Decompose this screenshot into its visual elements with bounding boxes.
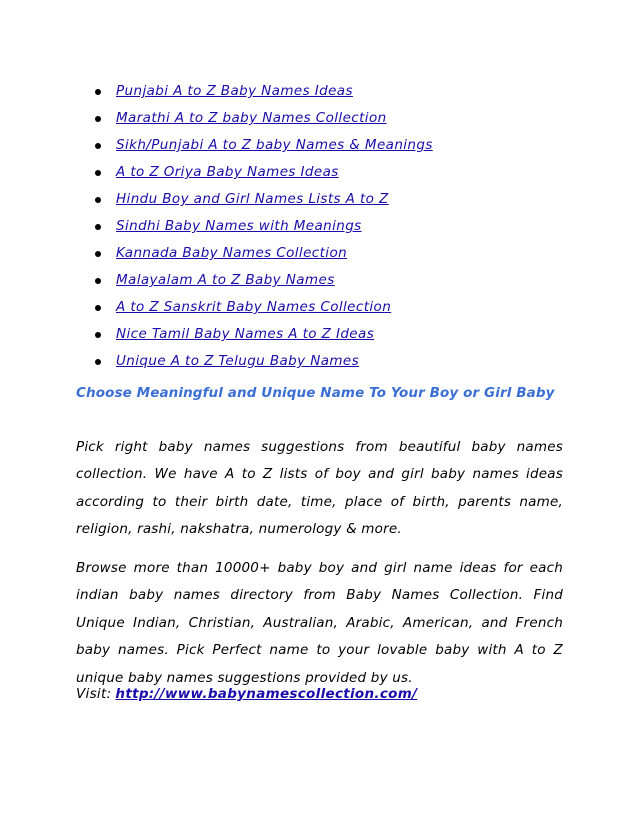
list-item	[93, 294, 573, 321]
list-item	[93, 132, 573, 159]
bullet-icon	[95, 89, 101, 95]
section-heading: Choose Meaningful and Unique Name To Your Boy or Girl Baby	[76, 385, 555, 401]
link-sikh-punjabi-names[interactable]: Sikh/Punjabi A to Z baby Names & Meanings	[116, 137, 433, 153]
list-item	[93, 240, 573, 267]
bullet-icon	[95, 251, 101, 257]
bullet-icon	[95, 359, 101, 365]
list-item	[93, 159, 573, 186]
bullet-icon	[95, 278, 101, 284]
link-punjabi-names[interactable]: Punjabi A to Z Baby Names Ideas	[116, 83, 353, 99]
link-telugu-names[interactable]: Unique A to Z Telugu Baby Names	[116, 353, 360, 369]
link-malayalam-names[interactable]: Malayalam A to Z Baby Names	[116, 272, 335, 288]
link-hindu-names[interactable]: Hindu Boy and Girl Names Lists A to Z	[116, 191, 389, 207]
list-item	[93, 78, 573, 105]
list-item	[93, 267, 573, 294]
link-marathi-names[interactable]: Marathi A to Z baby Names Collection	[116, 110, 387, 126]
list-item	[93, 186, 573, 213]
visit-line	[76, 686, 417, 702]
bullet-icon	[95, 116, 101, 122]
link-kannada-names[interactable]: Kannada Baby Names Collection	[116, 245, 348, 261]
website-link[interactable]: http://www.babynamescollection.com/	[115, 686, 418, 702]
bullet-icon	[95, 224, 101, 230]
link-tamil-names[interactable]: Nice Tamil Baby Names A to Z Ideas	[116, 326, 375, 342]
link-sindhi-names[interactable]: Sindhi Baby Names with Meanings	[116, 218, 362, 234]
bullet-icon	[95, 305, 101, 311]
link-sanskrit-names[interactable]: A to Z Sanskrit Baby Names Collection	[116, 299, 392, 315]
bullet-icon	[95, 170, 101, 176]
link-oriya-names[interactable]: A to Z Oriya Baby Names Ideas	[116, 164, 339, 180]
list-item	[93, 105, 573, 132]
bullet-icon	[95, 143, 101, 149]
visit-label: Visit:	[76, 686, 112, 702]
list-item	[93, 348, 573, 375]
intro-paragraph: Pick right baby names suggestions from beautiful baby names collection. We have A to Z lists of boy and girl baby names ideas according to their birth date, time, place of birth, parents name, religion, rashi, nakshatra, numerology & more.	[76, 438, 563, 537]
baby-names-link-list	[93, 78, 573, 375]
list-item	[93, 321, 573, 348]
browse-paragraph: Browse more than 10000+ baby boy and girl name ideas for each indian baby names directory from Baby Names Collection. Find Unique Indian, Christian, Australian, Arabic, American, and French baby names. Pick Perfect name to your lovable baby with A to Z unique baby names suggestions provided by us.	[76, 559, 563, 686]
bullet-icon	[95, 332, 101, 338]
list-item	[93, 213, 573, 240]
bullet-icon	[95, 197, 101, 203]
